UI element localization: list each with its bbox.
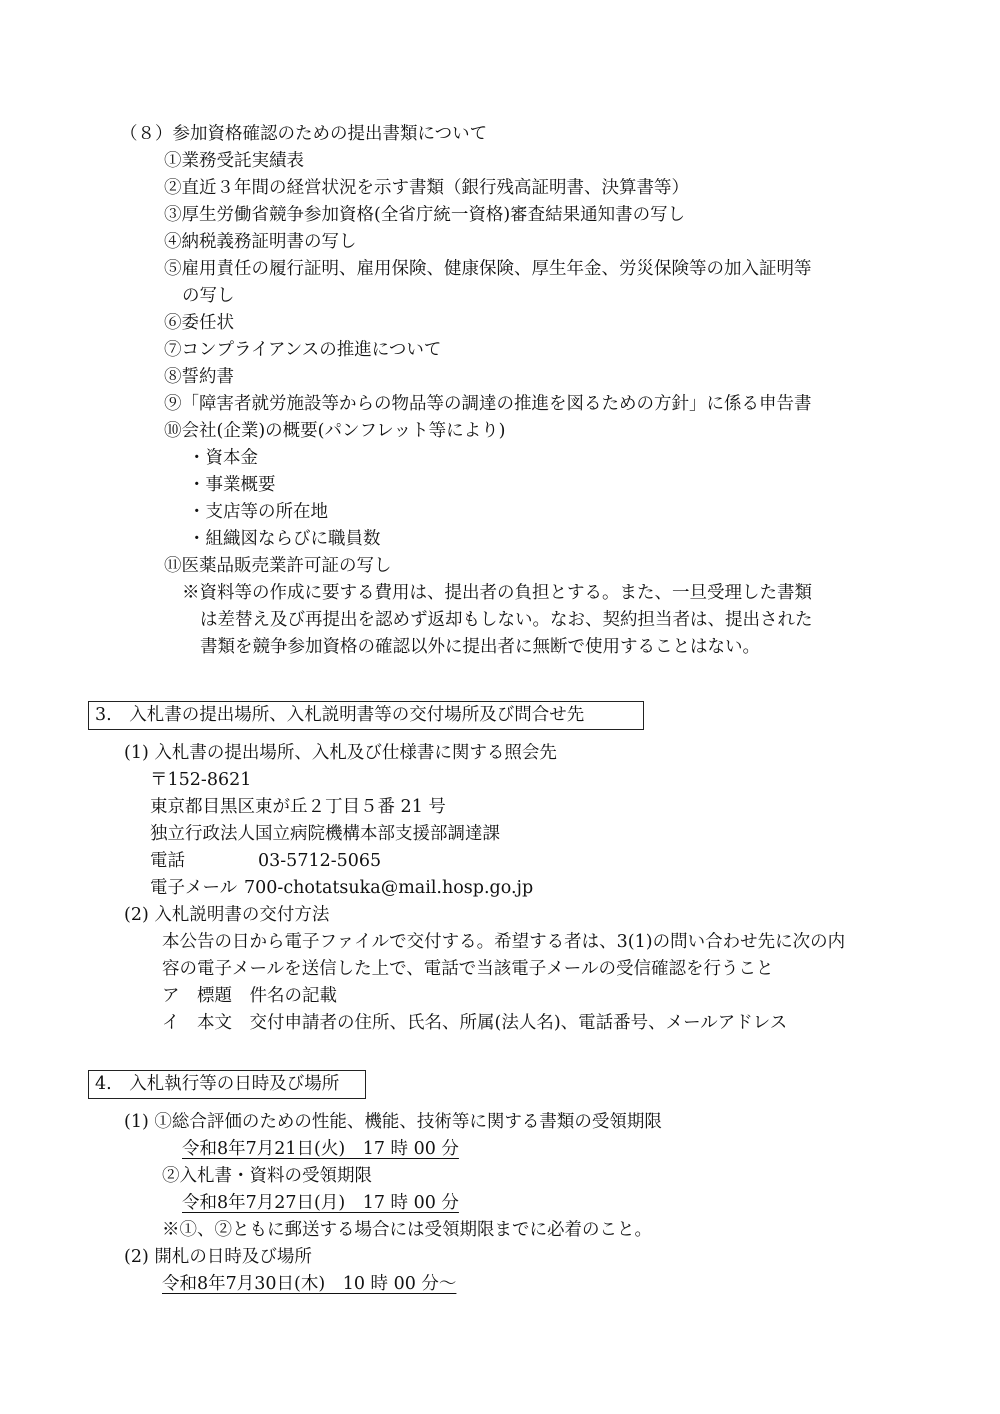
subsection-heading: (2) 入札説明書の交付方法: [124, 905, 330, 925]
email: [150, 876, 533, 900]
sub-list-item: ・事業概要: [188, 475, 276, 495]
address: 東京都目黒区東が丘２丁目５番 21 号: [150, 797, 446, 817]
sub-list-item: ・支店等の所在地: [188, 502, 328, 522]
note-line: は差替え及び再提出を認めず返却もしない。なお、契約担当者は、提出された: [200, 610, 813, 630]
list-item: ⑤雇用責任の履行証明、雇用保険、健康保険、厚生年金、労災保険等の加入証明等: [164, 259, 812, 279]
subsection-label: (1): [124, 1112, 155, 1132]
deadline-item: ②入札書・資料の受領期限: [162, 1166, 372, 1186]
list-item: ④納税義務証明書の写し: [164, 232, 357, 252]
opening-date: 令和8年7月30日(木) 10 時 00 分～: [162, 1274, 457, 1294]
list-item: ⑪医薬品販売業許可証の写し: [164, 556, 392, 576]
list-item: ⑥委任状: [164, 313, 234, 333]
note-line: ※資料等の作成に要する費用は、提出者の負担とする。また、一旦受理した書類: [182, 583, 812, 603]
list-item: ⑩会社(企業)の概要(パンフレット等により): [164, 421, 506, 441]
list-item: ⑧誓約書: [164, 367, 234, 387]
section-8-heading: （８）参加資格確認のための提出書類について: [120, 124, 488, 144]
deadline-date: 令和8年7月21日(火) 17 時 00 分: [182, 1139, 459, 1159]
subsection-heading: [124, 1110, 662, 1134]
section-4-title: 4. 入札執行等の日時及び場所: [88, 1070, 366, 1099]
subsection-heading: (2) 開札の日時及び場所: [124, 1247, 312, 1267]
list-item: ③厚生労働省競争参加資格(全省庁統一資格)審査結果通知書の写し: [164, 205, 686, 225]
list-item: ①業務受託実績表: [164, 151, 304, 171]
section-3-title: 3. 入札書の提出場所、入札説明書等の交付場所及び問合せ先: [88, 701, 644, 730]
list-item: ②直近３年間の経営状況を示す書類（銀行残高証明書、決算書等）: [164, 178, 689, 198]
telephone: [150, 849, 381, 873]
deadline-item: ①総合評価のための性能、機能、技術等に関する書類の受領期限: [154, 1112, 662, 1132]
email-label: 電子メール: [150, 878, 238, 898]
note-line: ※①、②ともに郵送する場合には受領期限までに必着のこと。: [162, 1220, 652, 1240]
organization: 独立行政法人国立病院機構本部支援部調達課: [150, 824, 500, 844]
sub-list-item: ・資本金: [188, 448, 258, 468]
paragraph-line: 本公告の日から電子ファイルで交付する。希望する者は、3(1)の問い合わせ先に次の内: [162, 932, 846, 952]
deadline-date: 令和8年7月27日(月) 17 時 00 分: [182, 1193, 459, 1213]
list-item: ア 標題 件名の記載: [162, 986, 337, 1006]
paragraph-line: 容の電子メールを送信した上で、電話で当該電子メールの受信確認を行うこと: [162, 959, 774, 979]
telephone-label: 電話: [150, 851, 185, 871]
list-item: イ 本文 交付申請者の住所、氏名、所属(法人名)、電話番号、メールアドレス: [162, 1013, 788, 1033]
list-item: ⑨「障害者就労施設等からの物品等の調達の推進を図るための方針」に係る申告書: [164, 394, 812, 414]
list-item: ⑦コンプライアンスの推進について: [164, 340, 442, 360]
sub-list-item: ・組織図ならびに職員数: [188, 529, 381, 549]
email-address: 700-chotatsuka@mail.hosp.go.jp: [244, 878, 534, 898]
subsection-heading: (1) 入札書の提出場所、入札及び仕様書に関する照会先: [124, 743, 557, 763]
note-line: 書類を競争参加資格の確認以外に提出者に無断で使用することはない。: [200, 637, 760, 657]
list-item-continuation: の写し: [182, 286, 235, 306]
telephone-number: 03-5712-5065: [258, 851, 382, 871]
postal-code: 〒152-8621: [150, 770, 252, 790]
